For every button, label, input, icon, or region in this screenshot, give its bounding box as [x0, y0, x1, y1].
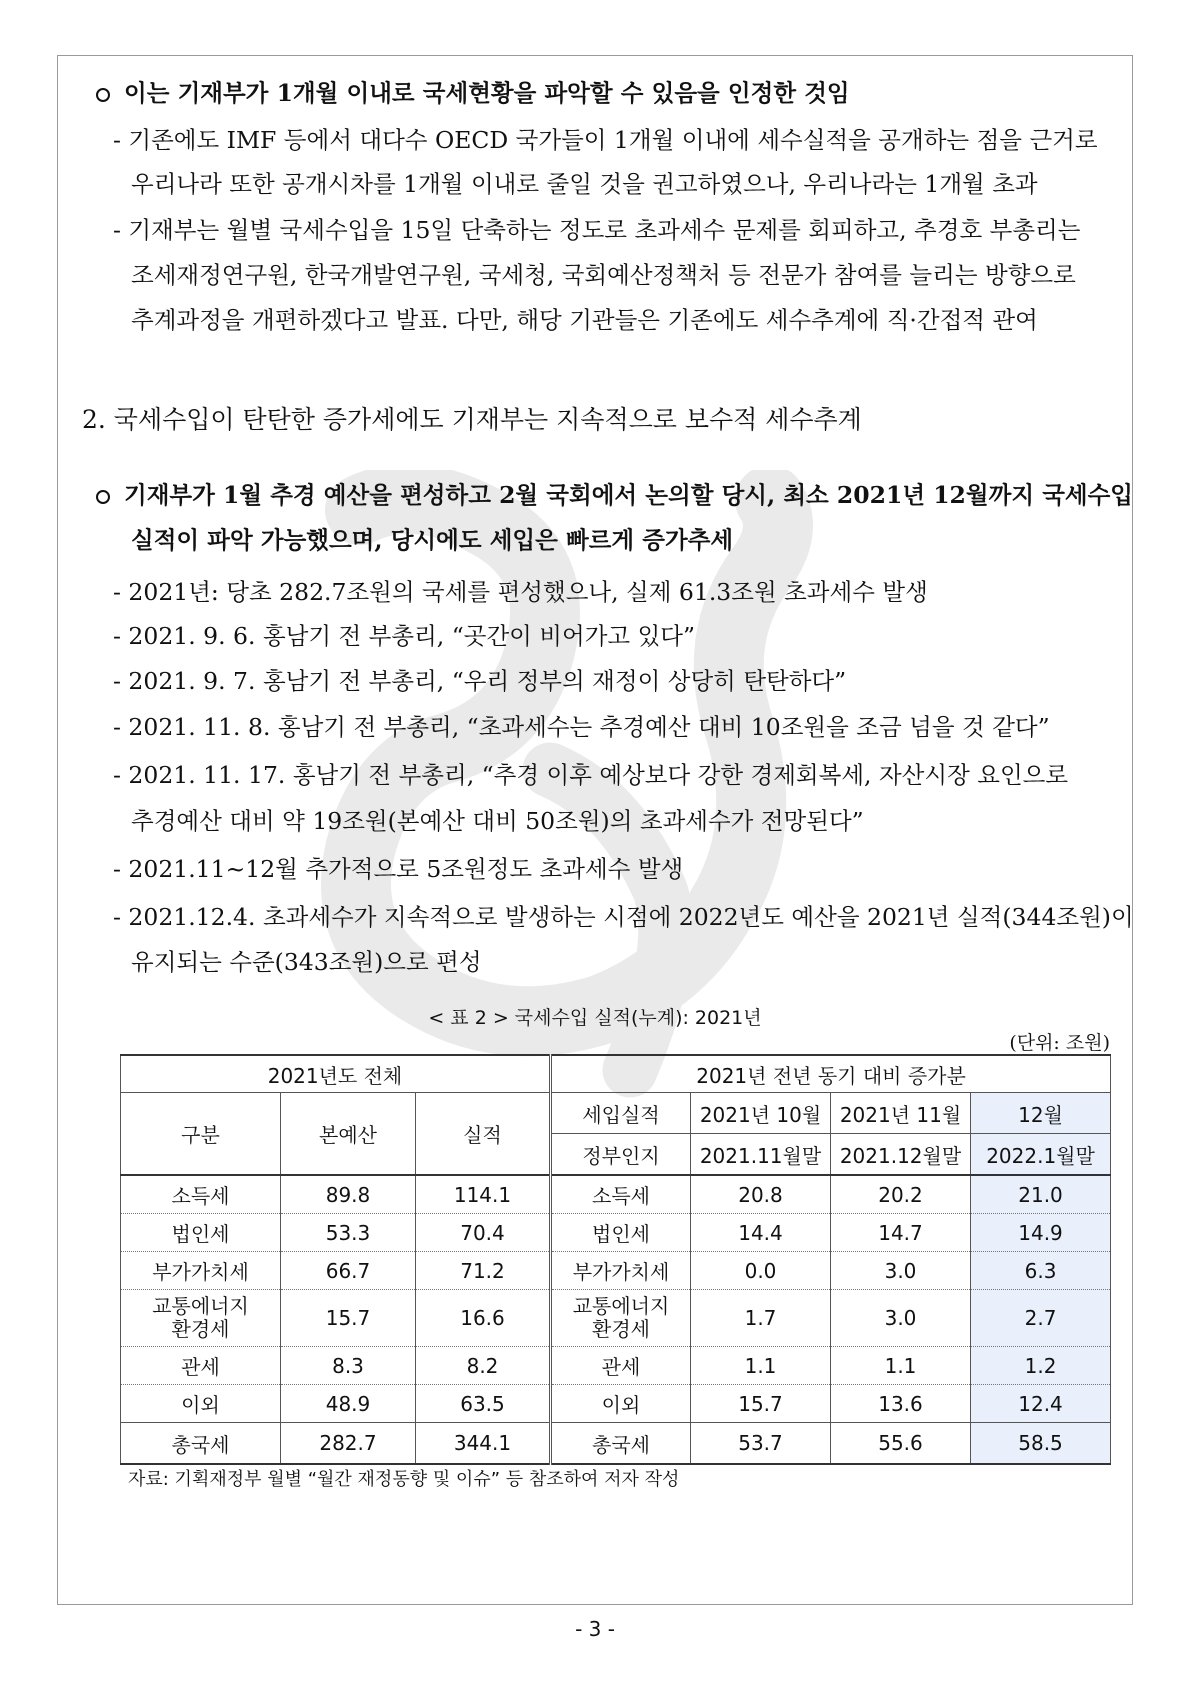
actual-value: 114.1: [416, 1175, 551, 1214]
increase-value: 0.0: [691, 1252, 831, 1290]
table-header-row: [121, 1093, 1111, 1134]
increase-value: 13.6: [831, 1385, 971, 1423]
budget-value: 89.8: [281, 1175, 416, 1214]
tax-name: 이외: [121, 1385, 281, 1423]
known-date: 2022.1월말: [971, 1134, 1111, 1176]
circle-bullet-icon: [96, 88, 110, 102]
actual-value: 8.2: [416, 1347, 551, 1385]
increase-value: 55.6: [831, 1423, 971, 1465]
table-caption: < 표 2 > 국세수입 실적(누계): 2021년: [428, 1007, 762, 1029]
budget-value: 53.3: [281, 1214, 416, 1252]
increase-value: 14.9: [971, 1214, 1111, 1252]
tax-name: 총국세: [121, 1423, 281, 1465]
tax-name: 총국세: [551, 1423, 691, 1465]
known-date: 2021.12월말: [831, 1134, 971, 1176]
bullet1-heading: 이는 기재부가 1개월 이내로 국세현황을 파악할 수 있음을 인정한 것임: [96, 78, 850, 108]
row-label-known: 정부인지: [551, 1134, 691, 1176]
group-left-header: 2021년도 전체: [121, 1055, 551, 1093]
increase-value: 15.7: [691, 1385, 831, 1423]
tax-revenue-table: [120, 1054, 1111, 1465]
tax-name: 법인세: [551, 1214, 691, 1252]
tax-name: [551, 1290, 691, 1347]
table-row: [121, 1214, 1111, 1252]
bullet1-line: - 기존에도 IMF 등에서 대다수 OECD 국가들이 1개월 이내에 세수실적을 공개하는 점을 근거로: [113, 126, 1098, 154]
bullet2-line: - 2021.12.4. 초과세수가 지속적으로 발생하는 시점에 2022년도 예산을 2021년 실적(344조원)이: [113, 903, 1134, 931]
tax-name: 이외: [551, 1385, 691, 1423]
table-row: [121, 1347, 1111, 1385]
table-row: [121, 1290, 1111, 1347]
page-number: - 3 -: [575, 1617, 615, 1641]
table-header-row: [121, 1055, 1111, 1093]
actual-value: 16.6: [416, 1290, 551, 1347]
tax-name-line: 환경세: [592, 1317, 650, 1341]
bullet1-line: 추계과정을 개편하겠다고 발표. 다만, 해당 기관들은 기존에도 세수추계에 직·간접적 관여: [131, 306, 1038, 334]
tax-name: 소득세: [121, 1175, 281, 1214]
increase-value: 3.0: [831, 1290, 971, 1347]
tax-name-line: 교통에너지: [572, 1294, 670, 1318]
increase-value: 1.2: [971, 1347, 1111, 1385]
bullet2-line: 추경예산 대비 약 19조원(본예산 대비 50조원)의 초과세수가 전망된다”: [131, 807, 864, 835]
tax-name-line: 환경세: [171, 1317, 230, 1341]
known-date: 2021.11월말: [691, 1134, 831, 1176]
table-source: 자료: 기획재정부 월별 “월간 재정동향 및 이슈” 등 참조하여 저자 작성: [128, 1469, 680, 1490]
increase-value: 12.4: [971, 1385, 1111, 1423]
table-total-row: [121, 1423, 1111, 1465]
tax-name: 관세: [551, 1347, 691, 1385]
table-unit: (단위: 조원): [1009, 1032, 1110, 1054]
bullet1-line: 우리나라 또한 공개시차를 1개월 이내로 줄일 것을 권고하였으나, 우리나라는 1개월 초과: [131, 170, 1038, 198]
bullet2-heading-cont: 실적이 파악 가능했으며, 당시에도 세입은 빠르게 증가추세: [131, 526, 734, 554]
budget-value: 282.7: [281, 1423, 416, 1465]
increase-value: 58.5: [971, 1423, 1111, 1465]
budget-value: 8.3: [281, 1347, 416, 1385]
increase-value: 14.4: [691, 1214, 831, 1252]
tax-name: 부가가치세: [121, 1252, 281, 1290]
group-right-header: 2021년 전년 동기 대비 증가분: [551, 1055, 1111, 1093]
bullet1-line: 조세재정연구원, 한국개발연구원, 국세청, 국회예산정책처 등 전문가 참여를 늘리는 방향으로: [131, 261, 1076, 289]
increase-value: 20.2: [831, 1175, 971, 1214]
table-row: [121, 1385, 1111, 1423]
bullet2-line: - 2021.11~12월 추가적으로 5조원정도 초과세수 발생: [113, 855, 684, 883]
table-row: [121, 1175, 1111, 1214]
increase-value: 2.7: [971, 1290, 1111, 1347]
section-title: 2. 국세수입이 탄탄한 증가세에도 기재부는 지속적으로 보수적 세수추계: [82, 405, 862, 434]
table-row: [121, 1252, 1111, 1290]
increase-value: 3.0: [831, 1252, 971, 1290]
col-actual: 실적: [416, 1093, 551, 1176]
tax-name: [121, 1290, 281, 1347]
actual-value: 70.4: [416, 1214, 551, 1252]
increase-value: 20.8: [691, 1175, 831, 1214]
bullet2-line: - 2021. 11. 17. 홍남기 전 부총리, “추경 이후 예상보다 강한 경제회복세, 자산시장 요인으로: [113, 761, 1069, 789]
actual-value: 71.2: [416, 1252, 551, 1290]
increase-value: 53.7: [691, 1423, 831, 1465]
budget-value: 15.7: [281, 1290, 416, 1347]
col-gubun: 구분: [121, 1093, 281, 1176]
bullet2-line: - 2021. 9. 7. 홍남기 전 부총리, “우리 정부의 재정이 상당히 탄탄하다”: [113, 667, 847, 695]
increase-value: 1.1: [691, 1347, 831, 1385]
row-label-revenue: 세입실적: [551, 1093, 691, 1134]
circle-bullet-icon: [96, 490, 110, 504]
actual-value: 63.5: [416, 1385, 551, 1423]
increase-value: 6.3: [971, 1252, 1111, 1290]
increase-value: 1.1: [831, 1347, 971, 1385]
tax-name-line: 교통에너지: [152, 1294, 249, 1318]
bullet1-line: - 기재부는 월별 국세수입을 15일 단축하는 정도로 초과세수 문제를 회피하고, 추경호 부총리는: [113, 216, 1081, 244]
tax-name: 관세: [121, 1347, 281, 1385]
tax-name: 법인세: [121, 1214, 281, 1252]
month-header: 2021년 10월: [691, 1093, 831, 1134]
bullet2-line: - 2021. 9. 6. 홍남기 전 부총리, “곳간이 비어가고 있다”: [113, 622, 696, 650]
increase-value: 21.0: [971, 1175, 1111, 1214]
bullet2-line: - 2021년: 당초 282.7조원의 국세를 편성했으나, 실제 61.3조원 초과세수 발생: [113, 578, 928, 606]
month-header: 12월: [971, 1093, 1111, 1134]
bullet2-heading: 기재부가 1월 추경 예산을 편성하고 2월 국회에서 논의할 당시, 최소 2021년 12월까지 국세수입: [96, 480, 1133, 510]
bullet2-line: - 2021. 11. 8. 홍남기 전 부총리, “초과세수는 추경예산 대비 10조원을 조금 넘을 것 같다”: [113, 713, 1050, 741]
tax-name: 소득세: [551, 1175, 691, 1214]
budget-value: 66.7: [281, 1252, 416, 1290]
month-header: 2021년 11월: [831, 1093, 971, 1134]
actual-value: 344.1: [416, 1423, 551, 1465]
increase-value: 1.7: [691, 1290, 831, 1347]
budget-value: 48.9: [281, 1385, 416, 1423]
bullet2-line: 유지되는 수준(343조원)으로 편성: [131, 948, 482, 976]
col-budget: 본예산: [281, 1093, 416, 1176]
tax-name: 부가가치세: [551, 1252, 691, 1290]
increase-value: 14.7: [831, 1214, 971, 1252]
